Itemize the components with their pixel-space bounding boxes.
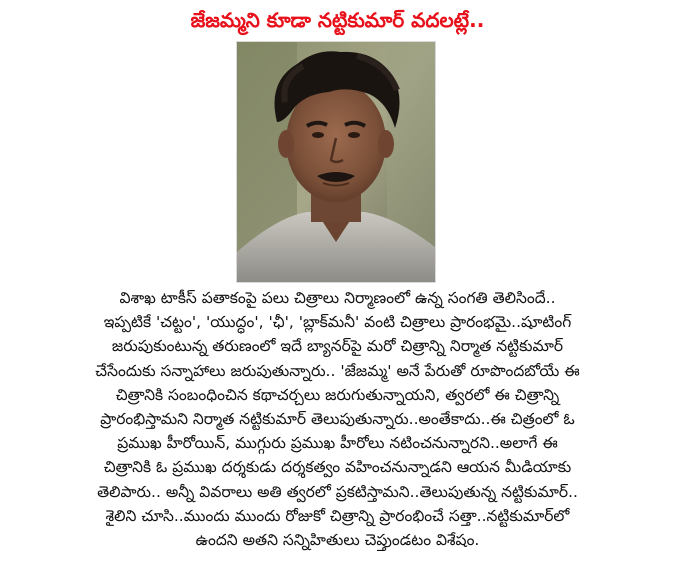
portrait-photo-icon	[237, 42, 435, 282]
article-line: తెలిపారు.. అన్నీ వివరాలు అతి త్వరలో ప్రకటిస్తామని..తెలుపుతున్న నట్టికుమార్..	[97, 482, 578, 501]
article-line: ప్రముఖ హీరోయిన్, ముగ్గురు ప్రముఖ హీరోలు నటించనున్నారని..అలాగే ఈ	[117, 434, 558, 453]
article-line: చిత్రానికి ఓ ప్రముఖ దర్శకుడు దర్శకత్వం వహించనున్నాడని ఆయన మీడియాకు	[103, 458, 572, 477]
article-line: జరుపుకుంటున్న తరుణంలో ఇదే బ్యానర్‌పై మరో చిత్రాన్ని నిర్మాత నట్టికుమార్	[111, 337, 564, 356]
article-line: శైలిని చూసి..ముందు ముందు రోజుకో చిత్రాన్ని ప్రారంభించే సత్తా..నట్టికుమార్‌లో	[105, 506, 570, 525]
article-headline: జేజమ్మని కూడా నట్టికుమార్ వదలట్లే..	[190, 8, 485, 32]
article-line: ఇప్పటికే 'చట్టం', 'యుద్ధం', 'ఛీ', 'బ్లాక్‌మనీ' వంటి చిత్రాలు ప్రారంభమై..షూటింగ్	[103, 313, 572, 332]
article-photo	[236, 41, 436, 283]
article-line: ప్రారంభిస్తామని నిర్మాత నట్టికుమార్ తెలుపుతున్నారు..అంతేకాదు..ఈ చిత్రంలో ఓ	[100, 410, 575, 429]
article-line: విశాఖ టాకీస్ పతాకంపై పలు చిత్రాలు నిర్మాణంలో ఉన్న సంగతి తెలిసిందే..	[119, 289, 556, 307]
article-line: చిత్రానికి సంబంధించిన కథాచర్చలు జరుగుతున్నాయని, త్వరలో ఈ చిత్రాన్ని	[115, 385, 560, 404]
article-body	[0, 286, 675, 552]
article-line: చేసేందుకు సన్నాహాలు జరుపుతున్నారు.. 'జేజమ్మ' అనే పేరుతో రూపొందబోయే ఈ	[95, 361, 580, 380]
article-line: ఉందని అతని సన్నిహితులు చెప్తుండటం విశేషం.	[195, 531, 480, 550]
